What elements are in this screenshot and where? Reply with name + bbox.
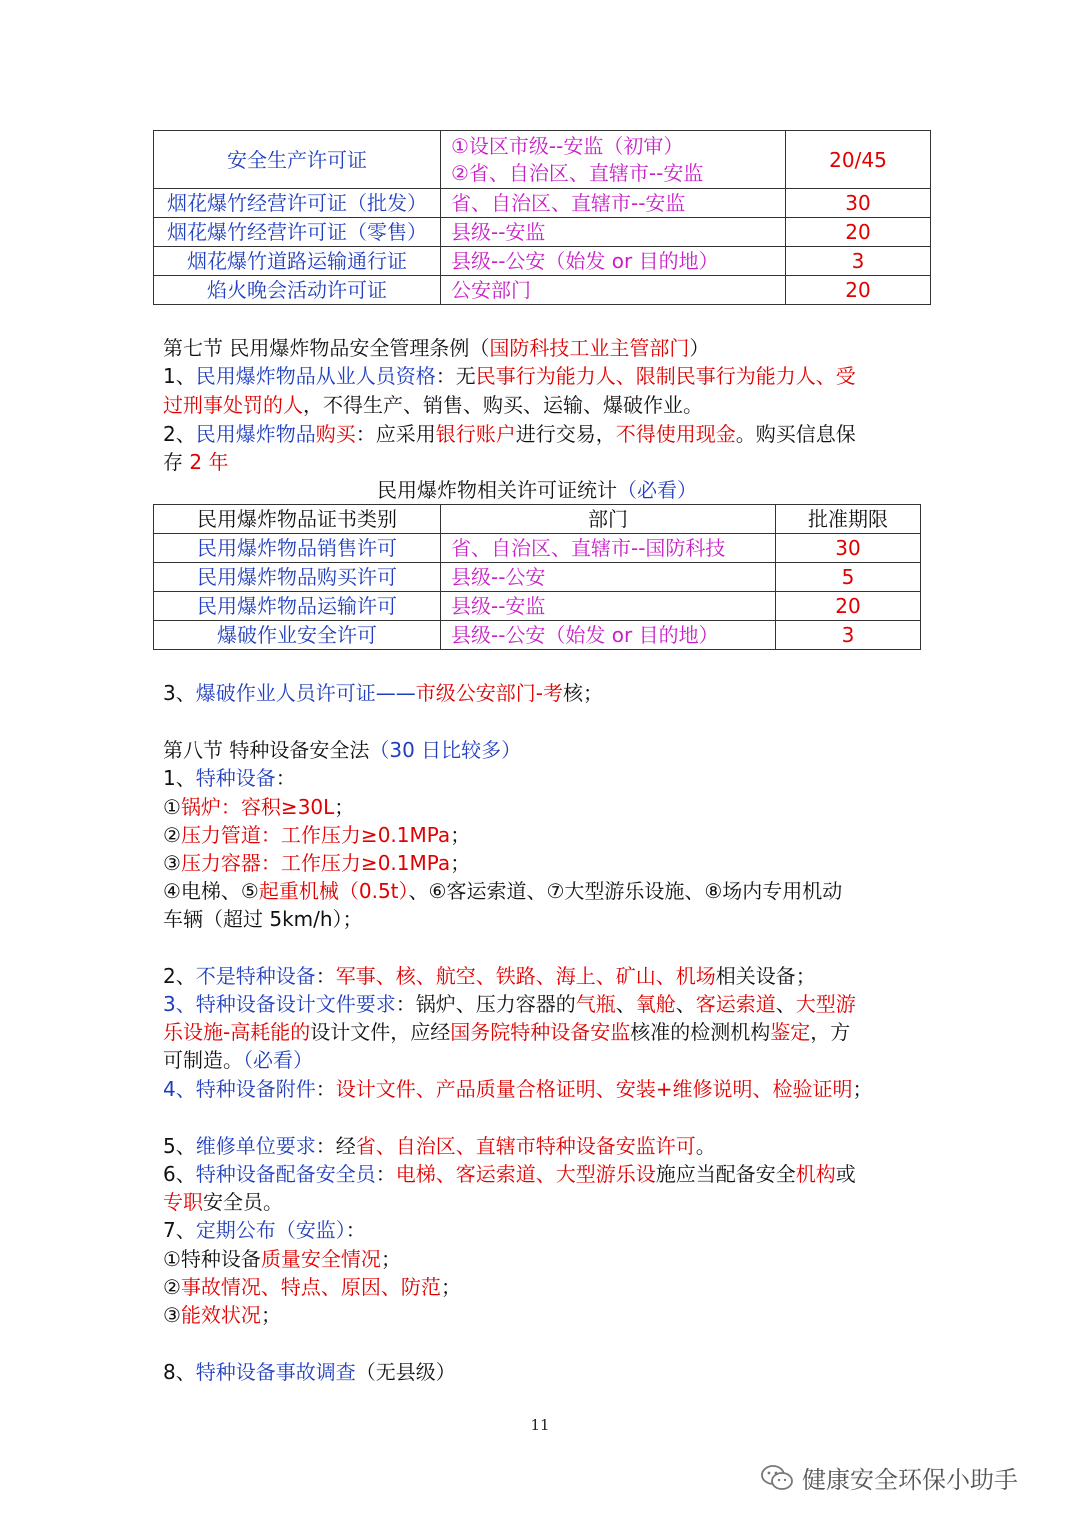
text: ② (163, 823, 181, 847)
text: -考 (535, 681, 563, 705)
text: 事故情况、特点、原因、防范 (180, 1275, 441, 1299)
cell-name: 安全生产许可证 (154, 131, 441, 189)
title-text: ） (689, 336, 710, 360)
text: 特种设备配备安全员 (195, 1162, 376, 1186)
caption-text: 民用爆炸物相关许可证统计 (377, 478, 617, 502)
text: 不是特种设备 (195, 964, 316, 988)
text: 。购买信息保 (735, 422, 856, 446)
text: 锅炉：容积≥30L (180, 795, 335, 819)
s8-line-1 (163, 764, 296, 792)
cell-days: 20 (786, 276, 931, 305)
text: ； (260, 1303, 281, 1327)
cell-days: 3 (786, 247, 931, 276)
text: ； (380, 1247, 401, 1271)
text: 银行账户 (435, 422, 516, 446)
cell-days: 5 (776, 563, 921, 592)
text: 民用爆炸物品 (195, 422, 316, 446)
cell-name: 烟花爆竹经营许可证（零售） (154, 218, 441, 247)
section-7-title (163, 334, 709, 362)
text: 核； (562, 681, 603, 705)
cell-name: 民用爆炸物品运输许可 (154, 592, 441, 621)
text: ； (440, 1275, 461, 1299)
table-row (154, 534, 921, 563)
table-header-row (154, 505, 921, 534)
s8-line-19 (163, 1358, 456, 1386)
text: ： (315, 964, 336, 988)
cell-dept: 公安部门 (441, 276, 786, 305)
text: 市级公安部门 (415, 681, 536, 705)
table-row (154, 247, 931, 276)
text: 、 (615, 992, 636, 1016)
text: 能效状况 (180, 1303, 261, 1327)
text: 特种设备 (195, 766, 276, 790)
cell-name: 烟花爆竹经营许可证（批发） (154, 189, 441, 218)
text: ：无 (435, 364, 476, 388)
s8-line-17 (163, 1273, 461, 1301)
text: 3、特种设备设计文件要求 (163, 992, 396, 1016)
cell-name: 民用爆炸物品销售许可 (154, 534, 441, 563)
text: 或 (835, 1162, 856, 1186)
text: 压力容器：工作压力≥0.1MPa (180, 851, 451, 875)
s8-line-4 (163, 849, 470, 877)
text: 8、 (163, 1360, 196, 1384)
text: 气瓶 (575, 992, 616, 1016)
text: 进行交易， (515, 422, 616, 446)
text: 核准的检测机构 (630, 1020, 771, 1044)
s8-line-8 (163, 990, 856, 1018)
wechat-icon (760, 1464, 794, 1492)
text: 不得使用现金 (615, 422, 736, 446)
dept-line: ②省、自治区、直辖市--安监 (451, 160, 704, 185)
text: 4、特种设备附件 (163, 1077, 316, 1101)
cell-dept: 县级--安监 (441, 592, 776, 621)
watermark-text: 健康安全环保小助手 (802, 1466, 1018, 1494)
cell-name: 烟花爆竹道路运输通行证 (154, 247, 441, 276)
text: ：锅炉、压力容器的 (395, 992, 576, 1016)
text: ； (450, 823, 471, 847)
cell-days: 30 (786, 189, 931, 218)
s8-line-13 (163, 1160, 856, 1188)
text: 军事、核、航空、铁路、海上、矿山、机场 (335, 964, 716, 988)
text: 起重机械（0.5t） (258, 879, 409, 903)
text: 设计文件、产品质量合格证明、安装+维修说明、检验证明 (335, 1077, 853, 1101)
title-text: 第七节 民用爆炸物品安全管理条例（ (163, 336, 490, 360)
text: 施应当配备安全 (655, 1162, 796, 1186)
license-table-explosives (153, 504, 921, 650)
header-cell: 民用爆炸物品证书类别 (154, 505, 441, 534)
text: 购买 (315, 422, 356, 446)
text: ③ (163, 1303, 181, 1327)
cell-days: 20/45 (786, 131, 931, 189)
text: 3、 (163, 681, 196, 705)
cell-name: 焰火晚会活动许可证 (154, 276, 441, 305)
s8-line-5 (163, 877, 842, 905)
title-text: 第八节 特种设备安全法 (163, 738, 370, 762)
text: 相关设备； (715, 964, 816, 988)
text: 7、 (163, 1218, 196, 1242)
text: 、 (775, 992, 796, 1016)
table-row (154, 131, 931, 189)
text: （无县级） (355, 1360, 456, 1384)
text: 氧舱 (635, 992, 676, 1016)
table-2-caption (153, 476, 921, 504)
text: ：应采用 (355, 422, 436, 446)
s8-line-7 (163, 962, 816, 990)
text: 定期公布（安监） (195, 1218, 346, 1242)
text: 客运索道 (695, 992, 776, 1016)
text: 国务院特种设备安监 (450, 1020, 631, 1044)
text: 特种设备事故调查 (195, 1360, 356, 1384)
cell-dept: 省、自治区、直辖市--安监 (441, 189, 786, 218)
text: （必看） (243, 1048, 313, 1072)
cell-dept: 县级--安监 (441, 218, 786, 247)
header-cell: 批准期限 (776, 505, 921, 534)
paragraph-1-line1 (163, 362, 856, 390)
cell-dept: 县级--公安 (441, 563, 776, 592)
section-8-title (163, 736, 521, 764)
cell-name: 爆破作业安全许可 (154, 621, 441, 650)
text: ； (852, 1077, 873, 1101)
watermark (760, 1460, 1018, 1495)
text: 存 (163, 450, 183, 474)
cell-name: 民用爆炸物品购买许可 (154, 563, 441, 592)
table-row (154, 276, 931, 305)
text: 设计文件，应经 (310, 1020, 451, 1044)
text: 2、 (163, 422, 196, 446)
text: ； (450, 851, 471, 875)
text: ④电梯、⑤ (163, 879, 259, 903)
text: 维修单位要求 (195, 1134, 316, 1158)
cell-days: 3 (776, 621, 921, 650)
table-row (154, 563, 921, 592)
s8-line-11 (163, 1075, 873, 1103)
title-highlight: （30 日比较多） (369, 738, 522, 762)
text: 鉴定 (770, 1020, 811, 1044)
text: ： (345, 1218, 366, 1242)
text: 专职 (163, 1190, 203, 1214)
text: 可制造。 (163, 1048, 243, 1072)
text: 车辆（超过 5km/h）； (163, 907, 363, 931)
cell-dept: 省、自治区、直辖市--国防科技 (441, 534, 776, 563)
paragraph-1-line2 (163, 391, 703, 419)
cell-days: 30 (776, 534, 921, 563)
text: 。 (695, 1134, 716, 1158)
text: 1、 (163, 766, 196, 790)
s8-line-12 (163, 1132, 716, 1160)
s8-line-6 (163, 905, 363, 933)
text: ：经 (315, 1134, 356, 1158)
text: 安全员。 (203, 1190, 283, 1214)
license-table-fireworks (153, 130, 931, 305)
text: 1、 (163, 364, 196, 388)
paragraph-3 (163, 679, 603, 707)
s8-line-10 (163, 1046, 313, 1074)
text: 省、自治区、直辖市特种设备安监许可 (355, 1134, 696, 1158)
paragraph-2-line1 (163, 420, 856, 448)
text: ① (163, 795, 181, 819)
caption-note: （必看） (617, 478, 697, 502)
cell-dept: 县级--公安（始发 or 目的地） (441, 247, 786, 276)
page-number: 11 (530, 1416, 550, 1434)
s8-line-9 (163, 1018, 850, 1046)
text: 、⑥客运索道、⑦大型游乐设施、⑧场内专用机动 (408, 879, 843, 903)
text: 爆破作业人员许可证—— (195, 681, 416, 705)
header-cell: 部门 (441, 505, 776, 534)
s8-line-2 (163, 793, 354, 821)
dept-line: ①设区市级--安监（初审） (451, 133, 684, 158)
text: 质量安全情况 (260, 1247, 381, 1271)
table-row (154, 189, 931, 218)
text: 乐设施-高耗能的 (163, 1020, 311, 1044)
table-row (154, 218, 931, 247)
s8-line-16 (163, 1245, 401, 1273)
table-row (154, 621, 921, 650)
text: ： (375, 1162, 396, 1186)
text: ： (315, 1077, 336, 1101)
s8-line-18 (163, 1301, 281, 1329)
text: 5、 (163, 1134, 196, 1158)
title-highlight: 国防科技工业主管部门 (489, 336, 690, 360)
text: ，不得生产、销售、购买、运输、爆破作业。 (303, 393, 703, 417)
text: 压力管道：工作压力≥0.1MPa (180, 823, 451, 847)
paragraph-2-line2 (163, 448, 228, 476)
text: ①特种设备 (163, 1247, 261, 1271)
text: ； (334, 795, 355, 819)
text: 民用爆炸物品从业人员资格 (195, 364, 436, 388)
cell-days: 20 (786, 218, 931, 247)
text: 2 年 (189, 450, 229, 474)
text: ③ (163, 851, 181, 875)
text: 民事行为能力人、限制民事行为能力人、受 (475, 364, 856, 388)
text: 过刑事处罚的人 (163, 393, 303, 417)
s8-line-15 (163, 1216, 366, 1244)
s8-line-14 (163, 1188, 283, 1216)
text: 、 (675, 992, 696, 1016)
text: ② (163, 1275, 181, 1299)
text: ，方 (810, 1020, 851, 1044)
text: 机构 (795, 1162, 836, 1186)
cell-days: 20 (776, 592, 921, 621)
cell-dept: 县级--公安（始发 or 目的地） (441, 621, 776, 650)
text: ： (275, 766, 296, 790)
s8-line-3 (163, 821, 470, 849)
text: 电梯、客运索道、大型游乐设 (395, 1162, 656, 1186)
table-row (154, 592, 921, 621)
text: 2、 (163, 964, 196, 988)
text: 6、 (163, 1162, 196, 1186)
text: 大型游 (795, 992, 856, 1016)
cell-dept (441, 131, 786, 189)
